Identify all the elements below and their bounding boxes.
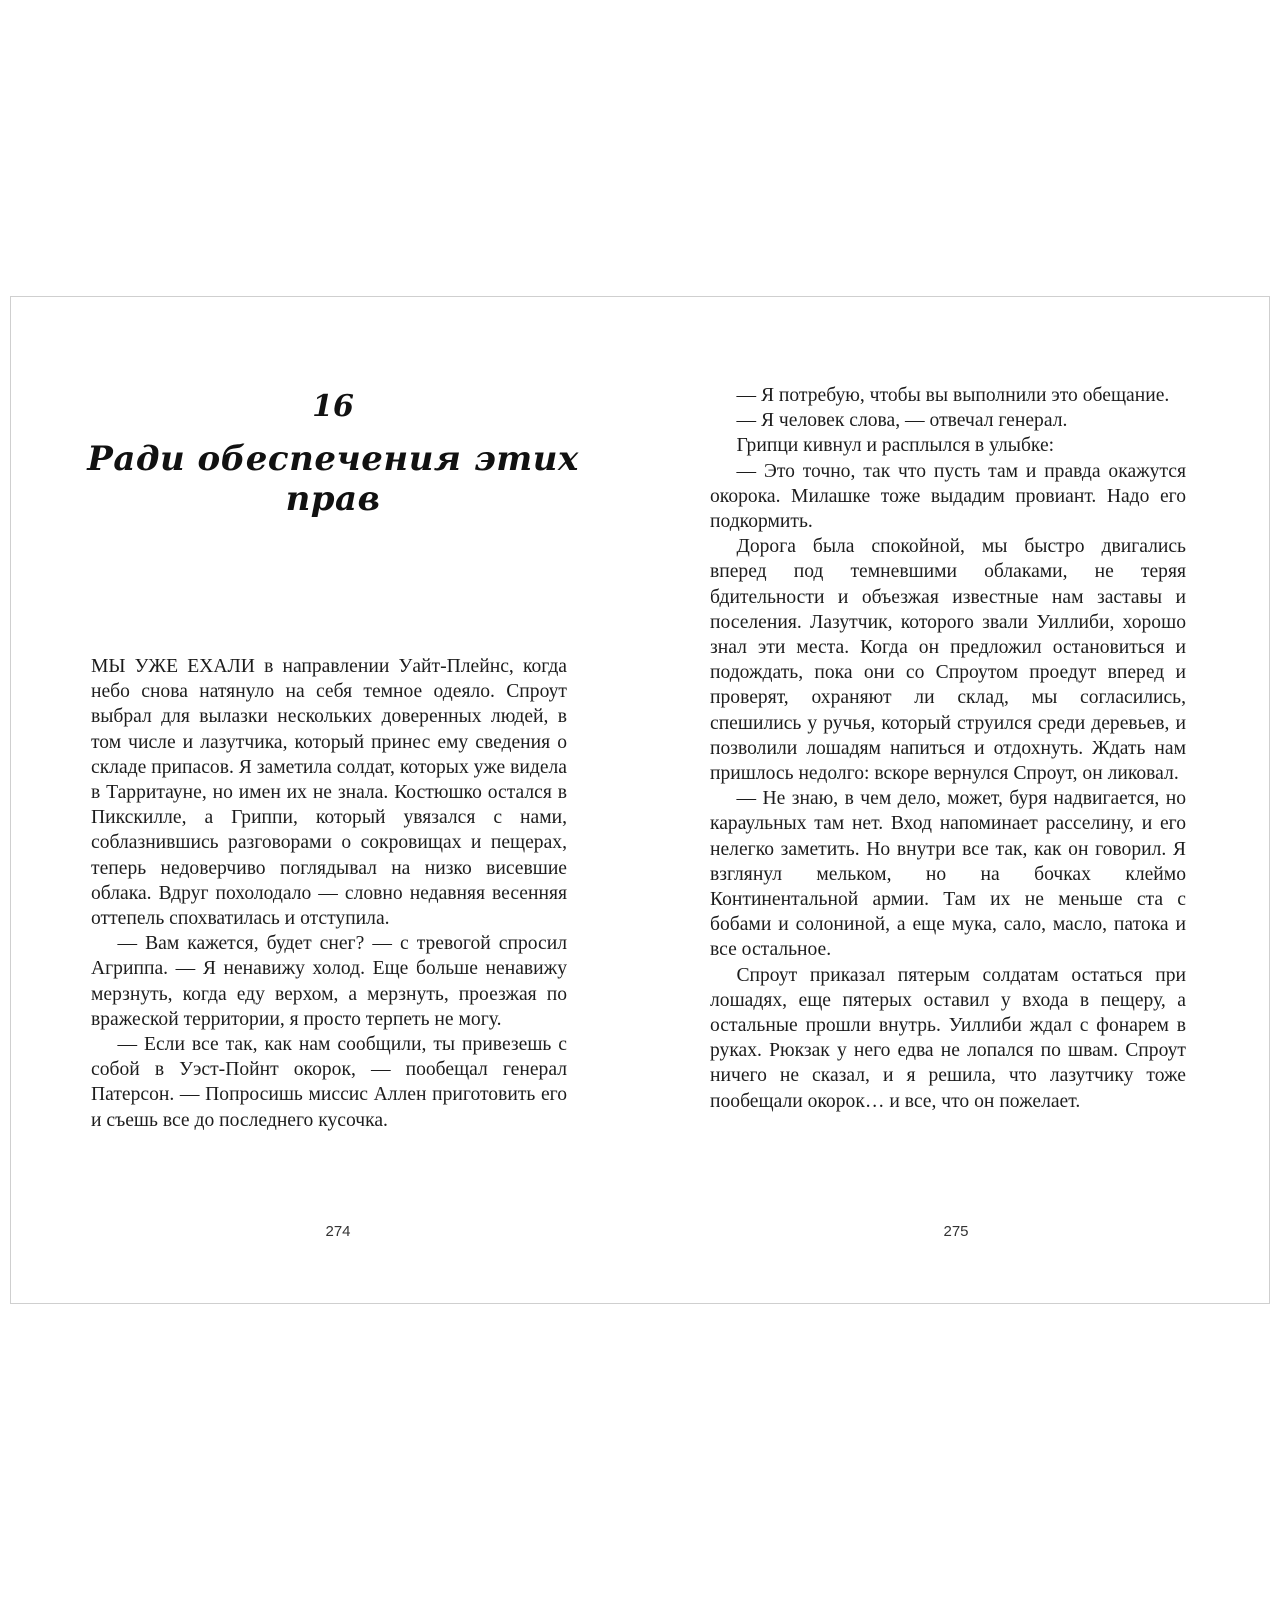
paragraph: — Я потребую, чтобы вы выполнили это обещание. [736, 385, 1170, 406]
paragraph: — Если все так, как нам сообщили, ты привезешь с собой в Уэст-Пойнт окорок, — пообещал генерал Патерсон. — Попросишь миссис Аллен приготовить его и съешь все до последнего кусочка. [91, 1034, 567, 1131]
page-number: 274 [325, 1223, 351, 1240]
paragraph: — Вам кажется, будет снег? — с тревогой спросил Агриппа. — Я ненавижу холод. Еще больше ненавижу мерзнуть, когда еду верхом, а мерзнуть, проезжая по вражеской территории, я просто терпеть не могу. [91, 933, 567, 1030]
book-spread [10, 296, 1270, 1304]
page-number: 275 [943, 1223, 969, 1240]
paragraph: Спроут приказал пятерым солдатам остаться при лошадях, еще пятерых оставил у входа в пещеру, а остальные прошли внутрь. Уиллиби ждал с фонарем в руках. Рюкзак у него едва не лопался по швам. Спроут ничего не сказал, и я решила, что лазутчику тоже пообещали окорок… и все, что он пожелает. [710, 964, 1186, 1112]
paragraph: — Я человек слова, — отвечал генерал. [736, 410, 1068, 432]
paragraph: — Не знаю, в чем дело, может, буря надвигается, но караульных там нет. Вход напоминает расселину, и его нелегко заметить. Но внутри все так, как он говорил. Я взглянул мельком, но на бочках клеймо Континентальной армии. Там их не меньше ста с бобами и солониной, а еще мука, сало, масло, патока и все остальное. [710, 788, 1186, 961]
chapter-number: 16 [312, 389, 354, 424]
chapter-title: Ради обеспечения этих прав [87, 439, 579, 519]
left-page [11, 297, 641, 1303]
paragraph: МЫ УЖЕ ЕХАЛИ в направлении Уайт-Плейнс, когда небо снова натянуло на себя темное одеяло. Спроут выбрал для вылазки нескольких доверенных людей, в том числе и лазутчика, который принес ему сведения о складе припасов. Я заметила солдат, которых уже видела в Тарритауне, но имен их не знала. Костюшко остался в Пикскилле, а Гриппи, который увязался с нами, соблазнившись разговорами о сокровищах и пещерах, теперь недоверчиво поглядывал на низко висевшие облака. Вдруг похолодало — словно недавняя весенняя оттепель спохватилась и отступила. [91, 656, 567, 930]
paragraph: Грипци кивнул и расплылся в улыбке: [736, 435, 1055, 457]
paragraph: Дорога была спокойной, мы быстро двигались вперед под темневшими облаками, не теряя бдительности и объезжая известные нам заставы и поселения. Лазутчик, которого звали Уиллиби, хорошо знал эти места. Когда он предложил остановиться и подождать, пока они со Спроутом проедут вперед и проверят, охраняют ли склад, мы согласились, спешились у ручья, который струился среди деревьев, и позволили лошадям напиться и отдохнуть. Ждать нам пришлось недолго: вскоре вернулся Спроут, он ликовал. [710, 536, 1186, 785]
right-page-body [710, 383, 1186, 1114]
left-page-body [91, 654, 567, 1133]
paragraph: — Это точно, так что пусть там и правда окажутся окорока. Милашке тоже выдадим провиант. Надо его подкормить. [710, 460, 1186, 533]
right-page [641, 297, 1271, 1303]
